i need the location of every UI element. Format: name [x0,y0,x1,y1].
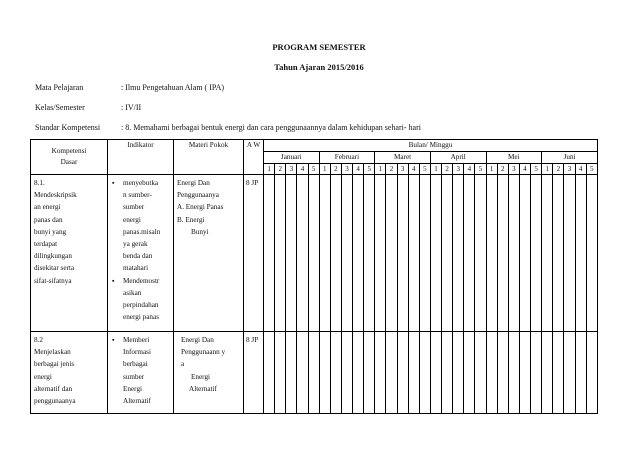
schedule-cell [408,332,419,414]
program-semester-table [30,139,598,414]
week-number: 4 [408,164,419,175]
schedule-cell [564,332,575,414]
page-subtitle: Tahun Ajaran 2015/2016 [274,62,364,72]
week-number: 2 [442,164,453,175]
schedule-cell [297,332,308,414]
schedule-cell [497,332,508,414]
week-number: 3 [341,164,352,175]
schedule-cell [575,175,586,332]
schedule-cell [475,175,486,332]
schedule-cell [464,332,475,414]
schedule-cell [553,332,564,414]
header-indikator: Indikator [108,140,174,175]
schedule-cell [375,175,386,332]
schedule-cell [486,332,497,414]
schedule-cell [375,332,386,414]
month-header: Maret [375,152,431,164]
schedule-cell [586,175,597,332]
kd-cell: 8.2 Menjelaskan berbagai jenis energi alternatif dan penggunaanya [31,332,108,414]
schedule-cell [575,332,586,414]
meta-value-mata-pelajaran: : Ilmu Pengetahuan Alam ( IPA) [121,83,225,92]
header-bulan-minggu: Bulan/ Minggu [264,140,598,152]
week-number: 2 [553,164,564,175]
schedule-cell [364,175,375,332]
week-number: 3 [286,164,297,175]
week-number: 1 [486,164,497,175]
week-number: 1 [264,164,275,175]
schedule-cell [286,332,297,414]
schedule-cell [308,175,319,332]
table-row [31,332,598,414]
schedule-cell [419,332,430,414]
month-header: April [430,152,486,164]
week-number: 4 [519,164,530,175]
indikator-cell: ▪ Memberi Informasi berbagai sumber Energi Alternatif [108,332,174,414]
week-number: 4 [575,164,586,175]
week-number: 2 [330,164,341,175]
schedule-cell [531,175,542,332]
schedule-cell [397,332,408,414]
schedule-cell [519,332,530,414]
schedule-cell [264,175,275,332]
page-title: PROGRAM SEMESTER [272,42,366,52]
meta-label-standar-kompetensi: Standar Kompetensi [35,123,101,132]
schedule-cell [519,175,530,332]
week-number: 5 [419,164,430,175]
materi-cell: Energi Dan Penggunaann y a Energi Alternatif [174,332,244,414]
week-number: 5 [475,164,486,175]
schedule-cell [486,175,497,332]
meta-label-kelas-semester: Kelas/Semester [35,103,85,112]
schedule-cell [353,175,364,332]
schedule-cell [453,332,464,414]
schedule-cell [297,175,308,332]
week-number: 5 [531,164,542,175]
schedule-cell [553,175,564,332]
schedule-cell [586,332,597,414]
week-number: 2 [386,164,397,175]
month-header: Mei [486,152,542,164]
schedule-cell [542,175,553,332]
week-number: 3 [453,164,464,175]
schedule-cell [408,175,419,332]
month-header: Februari [319,152,375,164]
schedule-cell [442,332,453,414]
schedule-cell [275,332,286,414]
month-header: Juni [542,152,598,164]
schedule-cell [542,332,553,414]
schedule-cell [264,332,275,414]
schedule-cell [475,332,486,414]
week-number: 4 [464,164,475,175]
schedule-cell [564,175,575,332]
meta-label-mata-pelajaran: Mata Pelajaran [35,83,84,92]
schedule-cell [430,175,441,332]
schedule-cell [330,332,341,414]
meta-value-standar-kompetensi: : 8. Memahami berbagai bentuk energi dan cara penggunaannya dalam kehidupan sehari- hari [121,123,421,132]
indikator-cell: ▪ menyebutka n sumber- sumber energi panas.misaln ya gerak benda dan matahari ▪ Mendemostr asikan perpindahan energi panas [108,175,174,332]
schedule-cell [353,332,364,414]
header-materi-pokok: Materi Pokok [174,140,244,175]
schedule-cell [497,175,508,332]
schedule-cell [386,332,397,414]
week-number: 3 [397,164,408,175]
schedule-cell [397,175,408,332]
aw-cell: 8 JP [244,332,264,414]
schedule-cell [442,175,453,332]
week-number: 1 [319,164,330,175]
table-row [31,175,598,332]
week-number: 1 [375,164,386,175]
header-kompetensi-dasar: Kompetensi Dasar [31,140,108,175]
schedule-cell [341,332,352,414]
week-number: 1 [542,164,553,175]
schedule-cell [386,175,397,332]
schedule-cell [286,175,297,332]
schedule-cell [308,332,319,414]
schedule-cell [430,332,441,414]
schedule-cell [364,332,375,414]
schedule-cell [464,175,475,332]
meta-value-kelas-semester: : IV/II [121,103,142,112]
week-number: 2 [275,164,286,175]
week-number: 2 [497,164,508,175]
week-number: 3 [564,164,575,175]
month-header: Januari [264,152,320,164]
materi-cell: Energi Dan Penggunaanya A. Energi Panas B. Energi Bunyi [174,175,244,332]
header-aw: A W [244,140,264,175]
schedule-cell [319,332,330,414]
schedule-cell [508,175,519,332]
kd-cell: 8.1. Mendeskripsik an energi panas dan bunyi yang terdapat dilingkungan disekitar serta sifat-sifatnya [31,175,108,332]
week-number: 3 [508,164,519,175]
week-number: 5 [586,164,597,175]
schedule-cell [453,175,464,332]
week-number: 5 [364,164,375,175]
schedule-cell [531,332,542,414]
schedule-cell [319,175,330,332]
week-number: 4 [297,164,308,175]
schedule-cell [419,175,430,332]
week-number: 1 [430,164,441,175]
aw-cell: 8 JP [244,175,264,332]
schedule-cell [341,175,352,332]
schedule-cell [275,175,286,332]
schedule-cell [330,175,341,332]
schedule-cell [508,332,519,414]
week-number: 5 [308,164,319,175]
week-number: 4 [353,164,364,175]
